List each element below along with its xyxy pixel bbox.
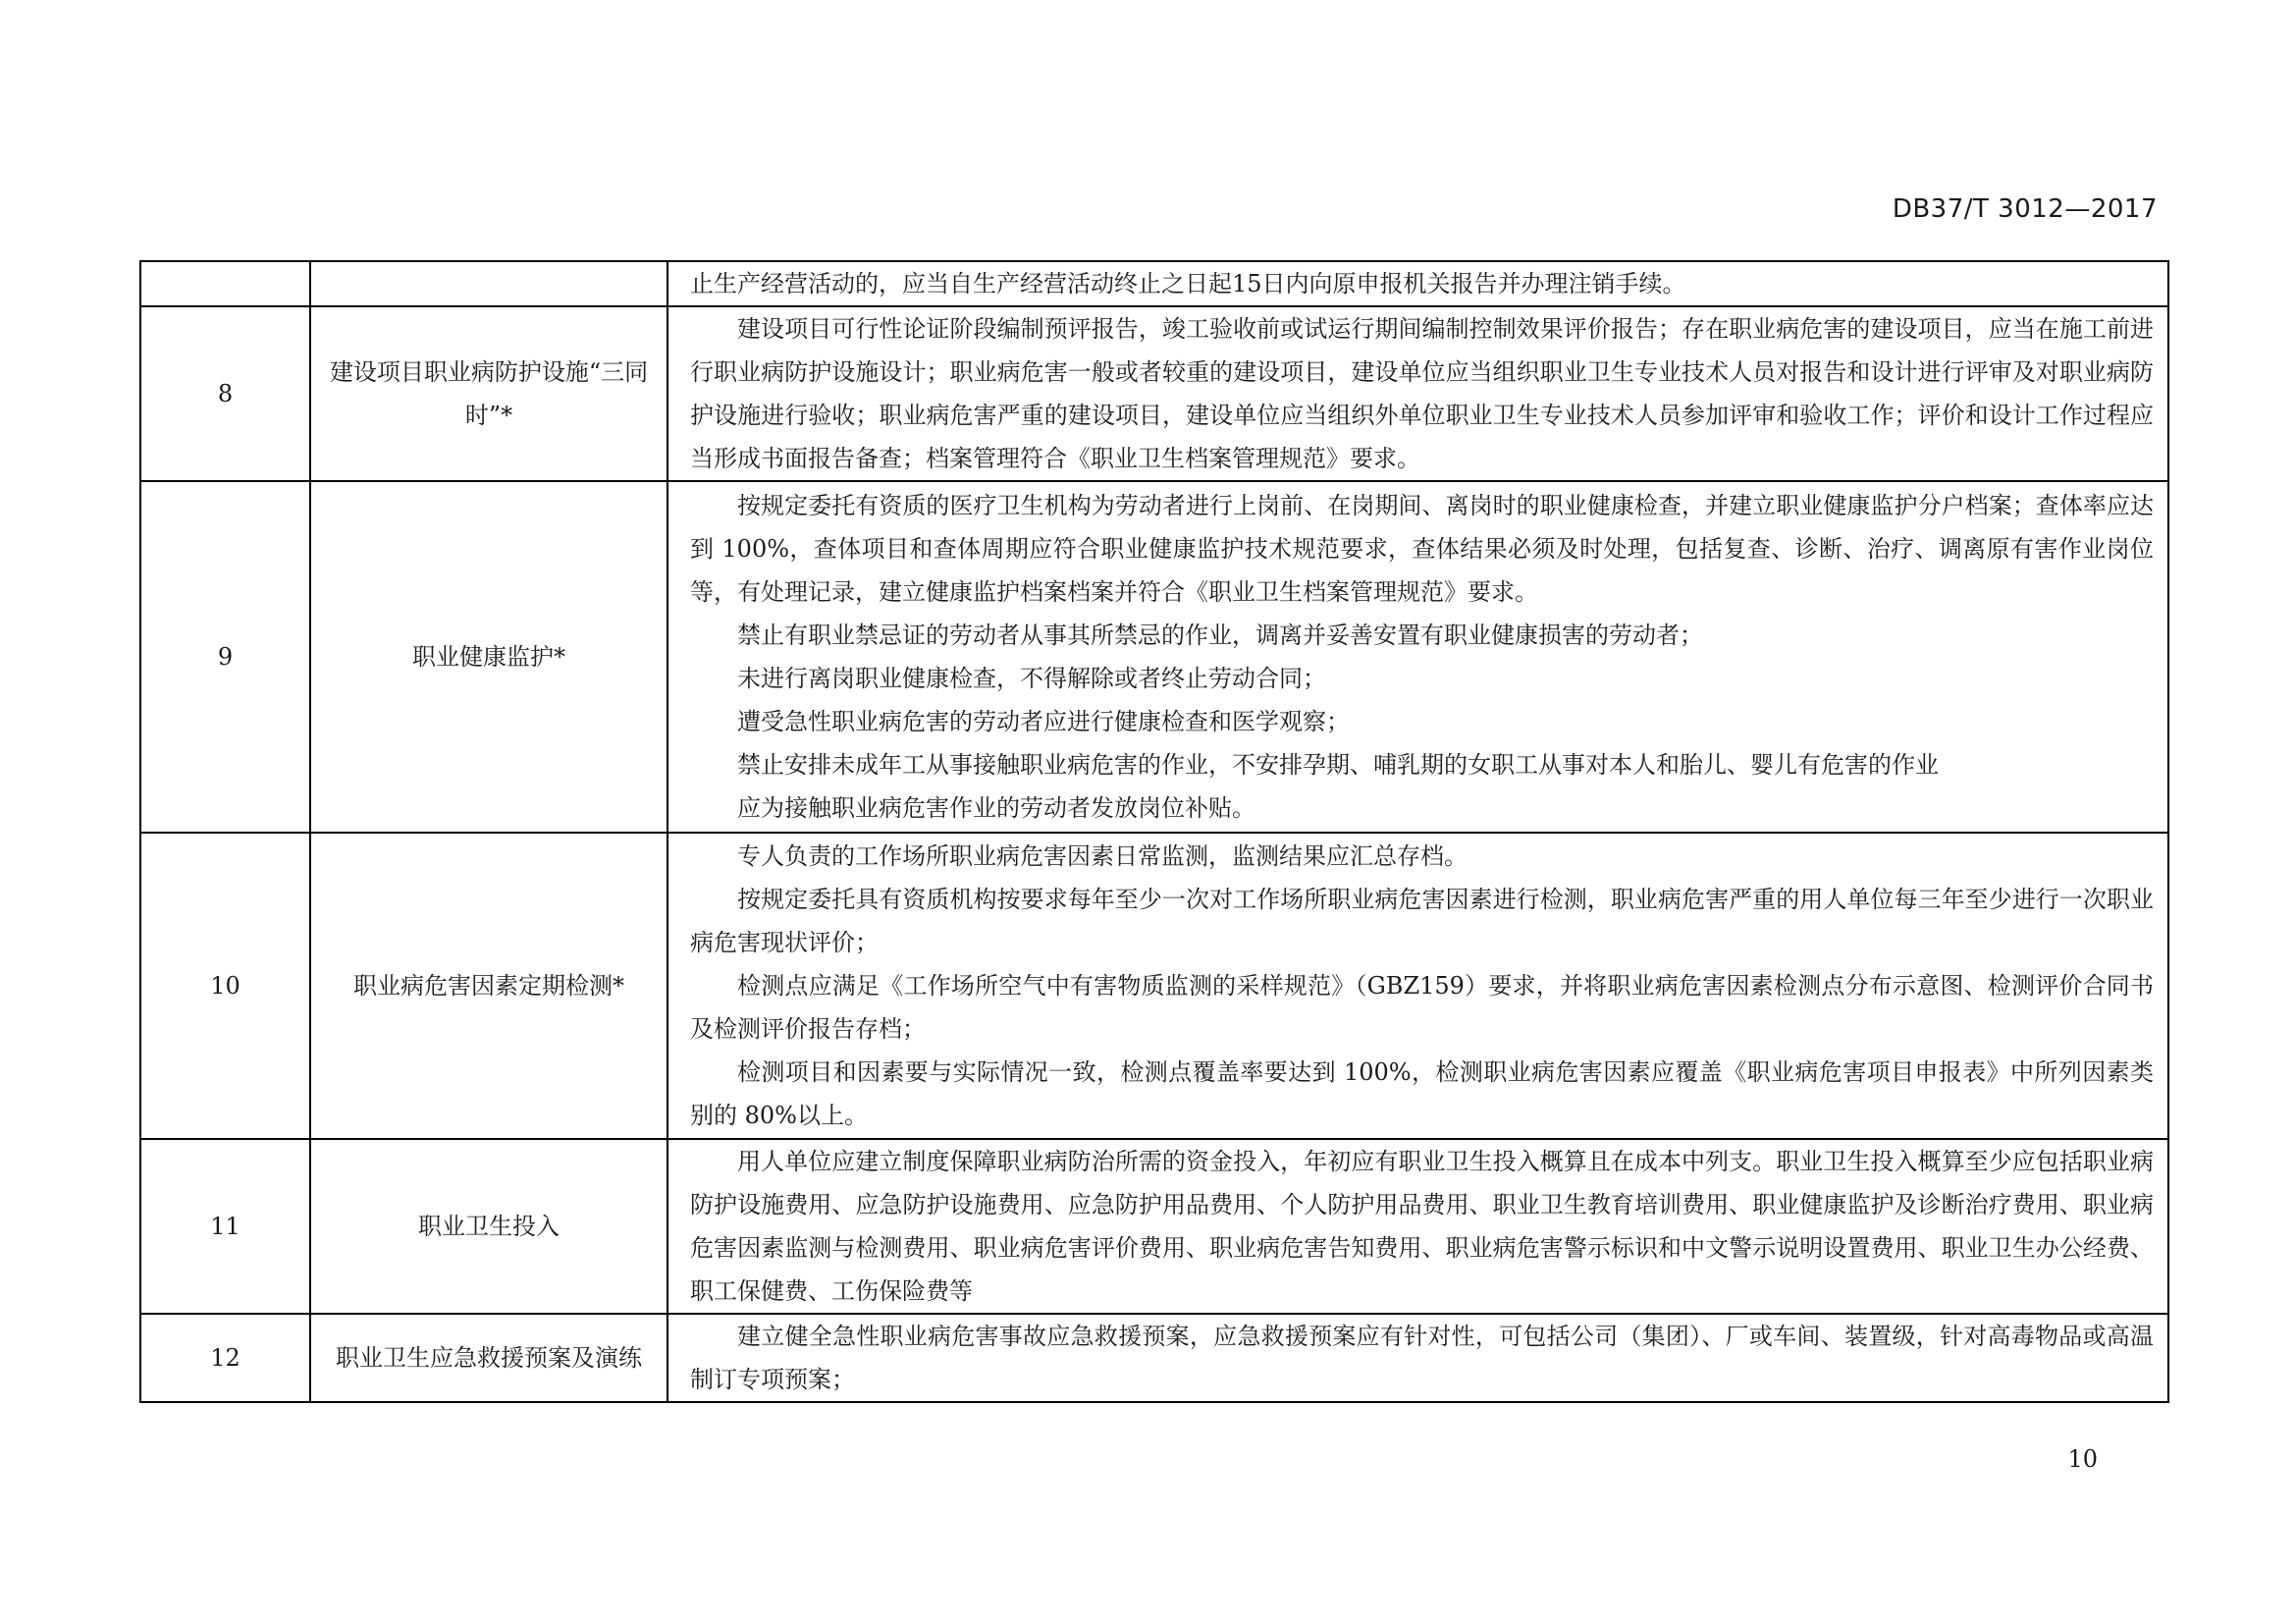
table-row xyxy=(140,481,2168,833)
content-paragraph: 建立健全急性职业病危害事故应急救援预案，应急救援预案应有针对性，可包括公司（集团）、厂或车间、装置级，针对高毒物品或高温制订专项预案； xyxy=(690,1323,2154,1393)
item-name-cell: 建设项目职业病防护设施“三同时”* xyxy=(310,306,667,481)
row-number-cell: 12 xyxy=(140,1314,310,1402)
item-name-cell: 职业病危害因素定期检测* xyxy=(310,833,667,1139)
row-number-cell: 10 xyxy=(140,833,310,1139)
row-number-cell xyxy=(140,261,310,306)
content-paragraph: 止生产经营活动的，应当自生产经营活动终止之日起15日内向原申报机关报告并办理注销手续。 xyxy=(690,270,1686,298)
table-row xyxy=(140,261,2168,306)
requirements-table xyxy=(139,260,2169,1403)
table-row xyxy=(140,1314,2168,1402)
row-number-cell: 9 xyxy=(140,481,310,833)
content-paragraph: 按规定委托有资质的医疗卫生机构为劳动者进行上岗前、在岗期间、离岗时的职业健康检查，并建立职业健康监护分户档案；查体率应达到 100%，查体项目和查体周期应符合职业健康监护技术规范要求，查体结果必须及时处理，包括复查、诊断、治疗、调离原有害作业岗位等，有处理记录，建立健康监护档案档案并符合《职业卫生档案管理规范》要求。 xyxy=(690,492,2154,606)
content-cell xyxy=(667,833,2168,1139)
document-code: DB37/T 3012—2017 xyxy=(1892,194,2158,224)
page-number: 10 xyxy=(2067,1445,2098,1473)
item-name-cell: 职业健康监护* xyxy=(310,481,667,833)
content-paragraph: 建设项目可行性论证阶段编制预评报告，竣工验收前或试运行期间编制控制效果评价报告；存在职业病危害的建设项目，应当在施工前进行职业病防护设施设计；职业病危害一般或者较重的建设项目，建设单位应当组织职业卫生专业技术人员对报告和设计进行评审及对职业病防护设施进行验收；职业病危害严重的建设项目，建设单位应当组织外单位职业卫生专业技术人员参加评审和验收工作；评价和设计工作过程应当形成书面报告备查；档案管理符合《职业卫生档案管理规范》要求。 xyxy=(690,315,2154,472)
row-number-cell: 11 xyxy=(140,1139,310,1314)
content-cell xyxy=(667,481,2168,833)
content-cell xyxy=(667,1314,2168,1402)
content-paragraph: 用人单位应建立制度保障职业病防治所需的资金投入，年初应有职业卫生投入概算且在成本中列支。职业卫生投入概算至少应包括职业病防护设施费用、应急防护设施费用、应急防护用品费用、个人防护用品费用、职业卫生教育培训费用、职业健康监护及诊断治疗费用、职业病危害因素监测与检测费用、职业病危害评价费用、职业病危害告知费用、职业病危害警示标识和中文警示说明设置费用、职业卫生办公经费、职工保健费、工伤保险费等 xyxy=(690,1148,2154,1305)
content-paragraph: 应为接触职业病危害作业的劳动者发放岗位补贴。 xyxy=(737,794,1255,822)
table-row xyxy=(140,306,2168,481)
content-cell xyxy=(667,306,2168,481)
table-row xyxy=(140,833,2168,1139)
table-row xyxy=(140,1139,2168,1314)
content-paragraph: 专人负责的工作场所职业病危害因素日常监测，监测结果应汇总存档。 xyxy=(737,842,1468,870)
content-cell xyxy=(667,1139,2168,1314)
item-name-cell: 职业卫生投入 xyxy=(310,1139,667,1314)
content-paragraph: 禁止有职业禁忌证的劳动者从事其所禁忌的作业，调离并妥善安置有职业健康损害的劳动者； xyxy=(737,622,1703,649)
content-paragraph: 未进行离岗职业健康检查，不得解除或者终止劳动合同； xyxy=(737,665,1326,692)
content-cell xyxy=(667,261,2168,306)
content-paragraph: 禁止安排未成年工从事接触职业病危害的作业，不安排孕期、哺乳期的女职工从事对本人和胎儿、婴儿有危害的作业 xyxy=(737,751,1939,779)
item-name-cell xyxy=(310,261,667,306)
content-paragraph: 按规定委托具有资质机构按要求每年至少一次对工作场所职业病危害因素进行检测，职业病危害严重的用人单位每三年至少进行一次职业病危害现状评价； xyxy=(690,886,2154,956)
content-paragraph: 遭受急性职业病危害的劳动者应进行健康检查和医学观察； xyxy=(737,708,1350,735)
item-name-cell: 职业卫生应急救援预案及演练 xyxy=(310,1314,667,1402)
content-paragraph: 检测项目和因素要与实际情况一致，检测点覆盖率要达到 100%，检测职业病危害因素应覆盖《职业病危害项目申报表》中所列因素类别的 80%以上。 xyxy=(690,1058,2154,1129)
row-number-cell: 8 xyxy=(140,306,310,481)
content-paragraph: 检测点应满足《工作场所空气中有害物质监测的采样规范》（GBZ159）要求，并将职业病危害因素检测点分布示意图、检测评价合同书及检测评价报告存档； xyxy=(690,972,2154,1043)
